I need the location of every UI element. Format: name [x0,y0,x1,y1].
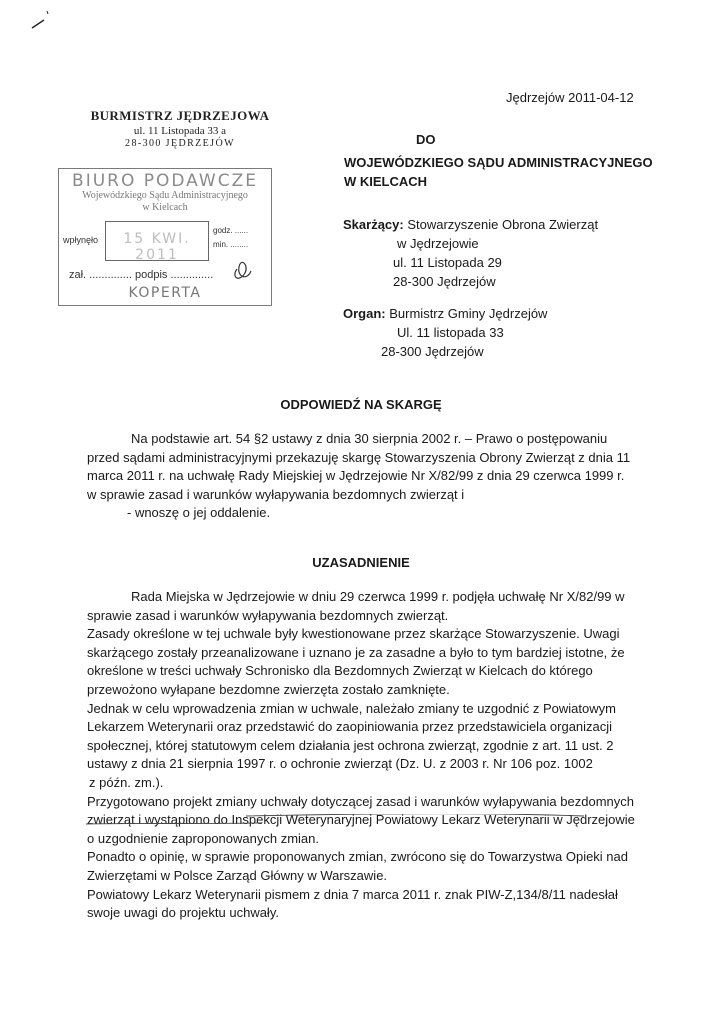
organ-postcode: 28-300 Jędrzejów [381,344,484,359]
complainant-postcode: 28-300 Jędrzejów [393,274,496,289]
complainant-street: ul. 11 Listopada 29 [393,255,502,270]
stamp-envelope: KOPERTA [128,285,202,301]
complainant-label: Skarżący: [343,217,404,232]
organ-block [343,304,547,361]
recipient-court: WOJEWÓDZKIEGO SĄDU ADMINISTRACYJNEGO [344,155,653,170]
justification-p6: Powiatowy Lekarz Weterynarii pismem z dnia 7 marca 2011 r. znak PIW-Z,134/8/11 nadesłał swoje uwagi do projektu uchwały. [87,886,618,921]
sender-street: ul. 11 Listopada 33 a [133,125,227,137]
justification-title: UZASADNIENIE [312,555,410,570]
main-paragraph-text: Na podstawie art. 54 §2 ustawy z dnia 30 sierpnia 2002 r. – Prawo o postępowaniu przed sądami administracyjnymi przekazuję skargę Stowarzyszenia Obrony Zwierząt z dnia 11 marca 2011 r. na uchwałę Rady Miejskiej w Jędrzejowie Nr X/82/99 z dnia 29 czerwca 1999 r. w sprawie zasad i warunków wyłapywania bezdomnych zwierząt i [87,431,631,502]
justification-p4: Przygotowano projekt zmiany uchwały dotyczącej zasad i warunków wyłapywania bezdomnych zwierząt i wystąpiono do Inspekcji Weterynaryjnej Powiatowy Lekarz Weterynarii w Jędrzejowie o uzgodnienie zaproponowanych zmian. [87,793,635,846]
stamp-minute-label: min. ........ [213,240,249,249]
justification-p1: Rada Miejska w Jędrzejowie w dniu 29 czerwca 1999 r. podjęła uchwałę Nr X/82/99 w sprawie zasad i warunków wyłapywania bezdomnych zwierząt. [87,589,625,623]
justification-p2: Zasady określone w tej uchwale były kwestionowane przez skarżące Stowarzyszenie. Uwagi skarżącego zostały przeanalizowane i uznano je za zasadne a było to tym bardziej istotne, że określone w treści uchwały Schronisko dla Bezdomnych Zwierząt w Kielcach do którego przewożono wyłapane bezdomne zwierzęta zostało zamknięte. [87,626,625,697]
complainant-name: Stowarzyszenie Obrona Zwierząt [407,217,599,232]
stamp-title: BIURO PODAWCZE [72,171,258,191]
organ-street: Ul. 11 listopada 33 [397,325,504,340]
recipient-to: DO [416,132,436,147]
organ-label: Organ: [343,306,386,321]
stamp-hour-label: godz. ...... [213,226,249,235]
stamp-received-label: wpłynęło [63,235,99,245]
receipt-stamp [58,168,272,306]
main-paragraph-request: - wnoszę o jej oddalenie. [127,505,271,521]
complainant-block [343,215,598,291]
justification-p3-cont: z późn. zm.). [89,774,164,790]
recipient-city: W KIELCACH [344,174,428,189]
stamp-court-name: Wojewódzkiego Sądu Administracyjnego [82,190,248,201]
pen-mark [30,8,52,30]
justification-body [87,588,635,923]
justification-p5: Ponadto o opinię, w sprawie proponowanych zmian, zwrócono się do Towarzystwa Opieki nad Zwierzętami w Polsce Zarząd Główny w Warszawie. [87,849,628,883]
document-title: ODPOWIEDŹ NA SKARGĘ [280,397,442,412]
sender-name: BURMISTRZ JĘDRZEJOWA [90,108,270,123]
stamp-received-date: 15 KWI. 2011 [123,231,191,263]
handwritten-underline [86,814,586,826]
sender-block [80,108,280,149]
main-paragraph [87,430,635,523]
stamp-attachment-line: zał. .............. podpis .............. [69,269,214,281]
sender-city: 28-300 JĘDRZEJÓW [125,138,235,149]
handwritten-signature [227,247,267,287]
complainant-town: w Jędrzejowie [397,236,479,251]
recipient-block [344,130,664,191]
place-date: Jędrzejów 2011-04-12 [506,90,634,105]
organ-name: Burmistrz Gminy Jędrzejów [389,306,548,321]
stamp-court-city: w Kielcach [142,202,188,213]
justification-p3: Jednak w celu wprowadzenia zmian w uchwale, należało zmiany te uzgodnić z Powiatowym Lekarzem Weterynarii oraz przedstawić do zaopiniowania przez przedstawiciela organizacji społecznej, której statutowym celem działania jest ochrona zwierząt, zgodnie z art. 11 ust. 2 ustawy z dnia 21 sierpnia 1997 r. o ochronie zwierząt (Dz. U. z 2003 r. Nr 106 poz. 1002 [87,700,616,772]
